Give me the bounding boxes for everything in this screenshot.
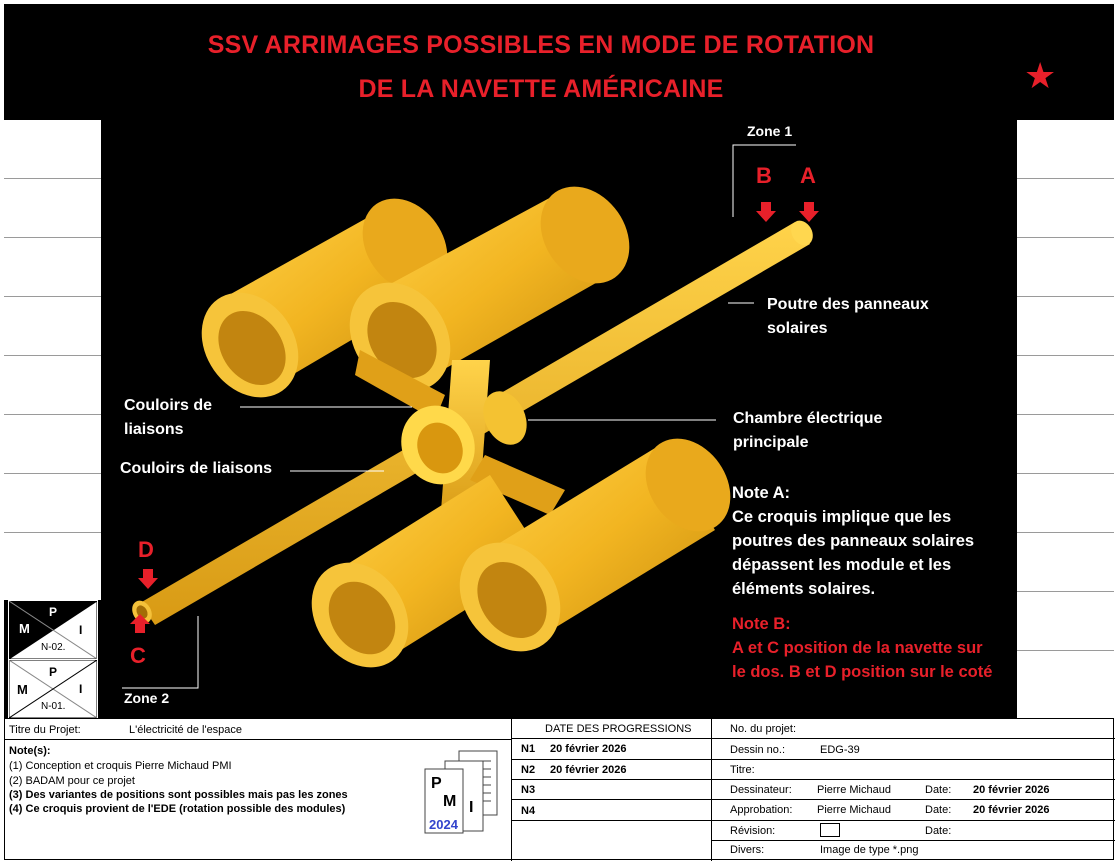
note-4: (4) Ce croquis provient de l'EDE (rotation possible des modules) <box>9 803 346 815</box>
progress-n3-id: N3 <box>521 784 536 796</box>
corridor-label-mid: Couloirs de liaisons <box>120 460 273 477</box>
drawing-no-value: EDG-39 <box>820 744 860 756</box>
position-d-label: D <box>138 537 154 562</box>
project-no-label: No. du projet: <box>730 723 797 735</box>
designer-value: Pierre Michaud <box>817 784 891 796</box>
drawing-no-label: Dessin no.: <box>730 744 786 756</box>
title-line-1: SSV ARRIMAGES POSSIBLES EN MODE DE ROTATION <box>207 31 875 59</box>
progress-n2-date: 20 février 2026 <box>550 764 627 776</box>
position-c-label: C <box>130 643 146 668</box>
mpi-logo-n02: M P I N-02. <box>8 600 98 660</box>
note-b: Note B: A et C position de la navette sur le dos. B et D position sur le coté <box>732 615 993 681</box>
progress-header: DATE DES PROGRESSIONS <box>545 723 692 735</box>
designer-date-label: Date: <box>925 784 952 796</box>
arrow-a-icon <box>799 202 819 222</box>
zone-2-label: Zone 2 <box>124 690 170 706</box>
progress-n1-date: 20 février 2026 <box>550 743 627 755</box>
revision-checkbox[interactable] <box>820 823 840 837</box>
position-b-label: B <box>756 163 772 188</box>
pmi-document-logo: P M I 2024 <box>417 747 503 835</box>
designer-label: Dessinateur: <box>730 784 792 796</box>
approval-date-label: Date: <box>925 804 952 816</box>
misc-label: Divers: <box>730 844 765 856</box>
approval-value: Pierre Michaud <box>817 804 891 816</box>
title-label: Titre: <box>730 764 755 776</box>
title-line-2: DE LA NAVETTE AMÉRICAINE <box>358 75 724 103</box>
position-a-label: A <box>800 163 816 188</box>
note-3: (3) Des variantes de positions sont possibles mais pas les zones <box>9 789 348 801</box>
approval-label: Approbation: <box>730 804 793 816</box>
note-1: (1) Conception et croquis Pierre Michaud PMI <box>9 760 232 772</box>
progress-n2-id: N2 <box>521 764 536 776</box>
mpi-logo-n01: M P I N-01. <box>8 659 98 719</box>
note-2: (2) BADAM pour ce projet <box>9 775 135 787</box>
red-star-icon: ★ <box>1024 55 1057 96</box>
solar-beam-label: Poutre des panneaux solaires <box>767 296 929 337</box>
arrow-b-icon <box>756 202 776 222</box>
progress-n1-id: N1 <box>521 743 536 755</box>
misc-value: Image de type *.png <box>820 844 919 856</box>
project-title-value: L'électricité de l'espace <box>129 724 243 736</box>
project-title-label: Titre du Projet: <box>9 724 81 736</box>
approval-date-value: 20 février 2026 <box>973 804 1050 816</box>
electrical-chamber-label: Chambre électrique principale <box>733 410 883 451</box>
corridor-label-top: Couloirs de liaisons <box>124 397 213 438</box>
revision-label: Révision: <box>730 825 776 837</box>
note-a: Note A: Ce croquis implique que les poutres des panneaux solaires dépassent les module et les éléments solaires. <box>732 484 975 598</box>
arrow-d-icon <box>138 569 158 589</box>
designer-date-value: 20 février 2026 <box>973 784 1050 796</box>
zone-1-label: Zone 1 <box>747 123 793 139</box>
progress-n4-id: N4 <box>521 805 536 817</box>
revision-date-label: Date: <box>925 825 952 837</box>
title-block <box>4 718 1114 860</box>
notes-label: Note(s): <box>9 745 51 757</box>
